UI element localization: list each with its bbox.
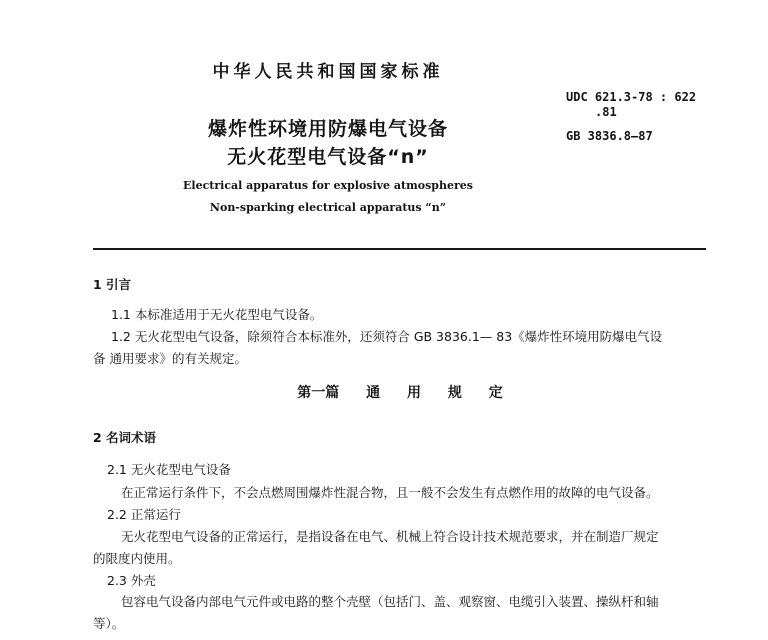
clause-2-3-line-1: 包容电气设备内部电气元件或电路的整个壳壁（包括门、盖、观察窗、电缆引入装置、操纵杆和轴 xyxy=(121,594,659,609)
national-standard-label: 中华人民共和国国家标准 xyxy=(212,62,444,82)
part-one-title: 第一篇 通 用 规 定 xyxy=(297,385,503,401)
clause-2-1-text: 在正常运行条件下，不会点燃周围爆炸性混合物，且一般不会发生有点燃作用的故障的电气设备。 xyxy=(121,485,659,500)
clause-2-2-title: 2.2 正常运行 xyxy=(107,507,181,522)
header-divider xyxy=(93,248,706,250)
clause-2-3-title: 2.3 外壳 xyxy=(107,573,156,588)
english-title-line-1: Electrical apparatus for explosive atmospheres xyxy=(183,179,473,192)
clause-2-2-line-2: 的限度内使用。 xyxy=(93,551,181,566)
clause-2-2-line-1: 无火花型电气设备的正常运行，是指设备在电气、机械上符合设计技术规范要求，并在制造厂规定 xyxy=(121,529,659,544)
gb-standard-number: GB 3836.8—87 xyxy=(566,129,653,143)
english-title-line-2: Non-sparking electrical apparatus “n” xyxy=(209,201,447,214)
section-1-heading: 1 引言 xyxy=(93,277,132,292)
section-2-heading: 2 名词术语 xyxy=(93,430,157,445)
udc-code-line-1: UDC 621.3-78 : 622 xyxy=(566,90,697,104)
clause-1-2-line-2: 备 通用要求》的有关规定。 xyxy=(93,351,247,366)
udc-code-line-2: .81 xyxy=(595,105,617,119)
clause-1-1: 1.1 本标准适用于无火花型电气设备。 xyxy=(111,307,323,322)
clause-2-3-line-2: 等）。 xyxy=(93,616,125,631)
chinese-title-line-1: 爆炸性环境用防爆电气设备 xyxy=(207,118,448,140)
chinese-title-line-2: 无火花型电气设备“n” xyxy=(227,146,429,168)
clause-2-1-title: 2.1 无火花型电气设备 xyxy=(107,462,231,477)
clause-1-2-line-1: 1.2 无火花型电气设备，除须符合本标准外，还须符合 GB 3836.1— 83《爆炸性环境用防爆电气设 xyxy=(111,329,663,344)
